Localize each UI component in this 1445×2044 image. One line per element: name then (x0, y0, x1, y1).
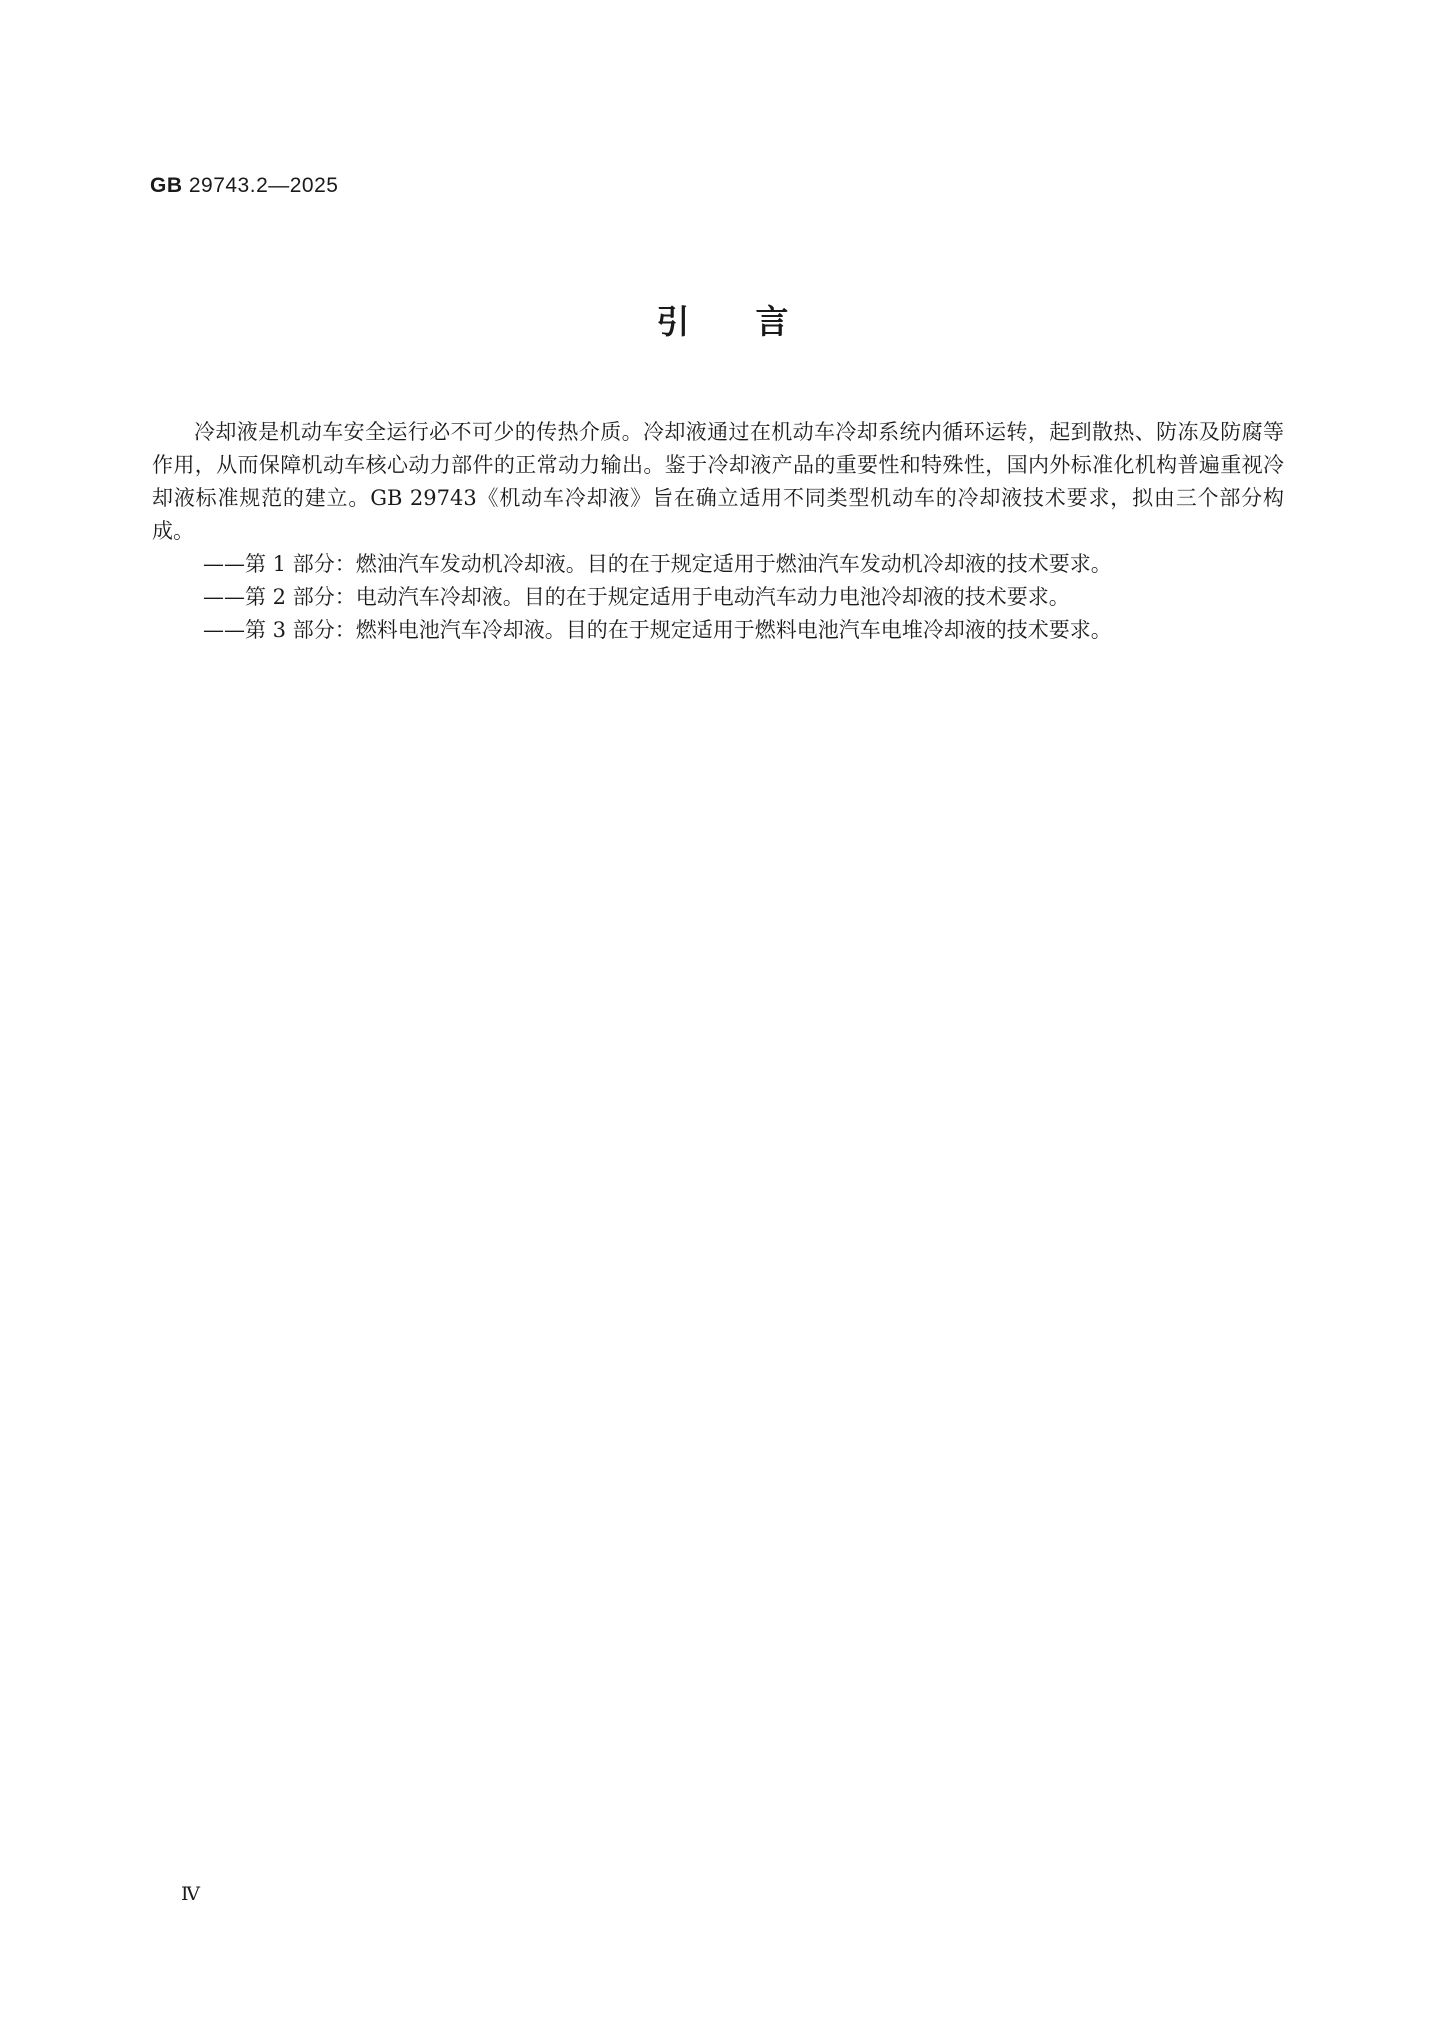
part-2-item: ——第 2 部分：电动汽车冷却液。目的在于规定适用于电动汽车动力电池冷却液的技术要求。 (203, 585, 1070, 609)
page-number: Ⅳ (181, 1883, 200, 1905)
page-title: 引言 (656, 302, 855, 341)
part-3-item: ——第 3 部分：燃料电池汽车冷却液。目的在于规定适用于燃料电池汽车电堆冷却液的技术要求。 (203, 618, 1112, 642)
part-1-item: ——第 1 部分：燃油汽车发动机冷却液。目的在于规定适用于燃油汽车发动机冷却液的技术要求。 (203, 552, 1112, 576)
intro-paragraph: 冷却液是机动车安全运行必不可少的传热介质。冷却液通过在机动车冷却系统内循环运转，起到散热、防冻及防腐等作用，从而保障机动车核心动力部件的正常动力输出。鉴于冷却液产品的重要性和特殊性，国内外标准化机构普遍重视冷却液标准规范的建立。GB 29743《机动车冷却液》旨在确立适用不同类型机动车的冷却液技术要求，拟由三个部分构成。 (152, 420, 1284, 543)
standard-number: 29743.2—2025 (188, 174, 339, 197)
standard-prefix: GB (150, 174, 183, 197)
standard-code (150, 174, 338, 198)
document-body (152, 416, 1284, 647)
